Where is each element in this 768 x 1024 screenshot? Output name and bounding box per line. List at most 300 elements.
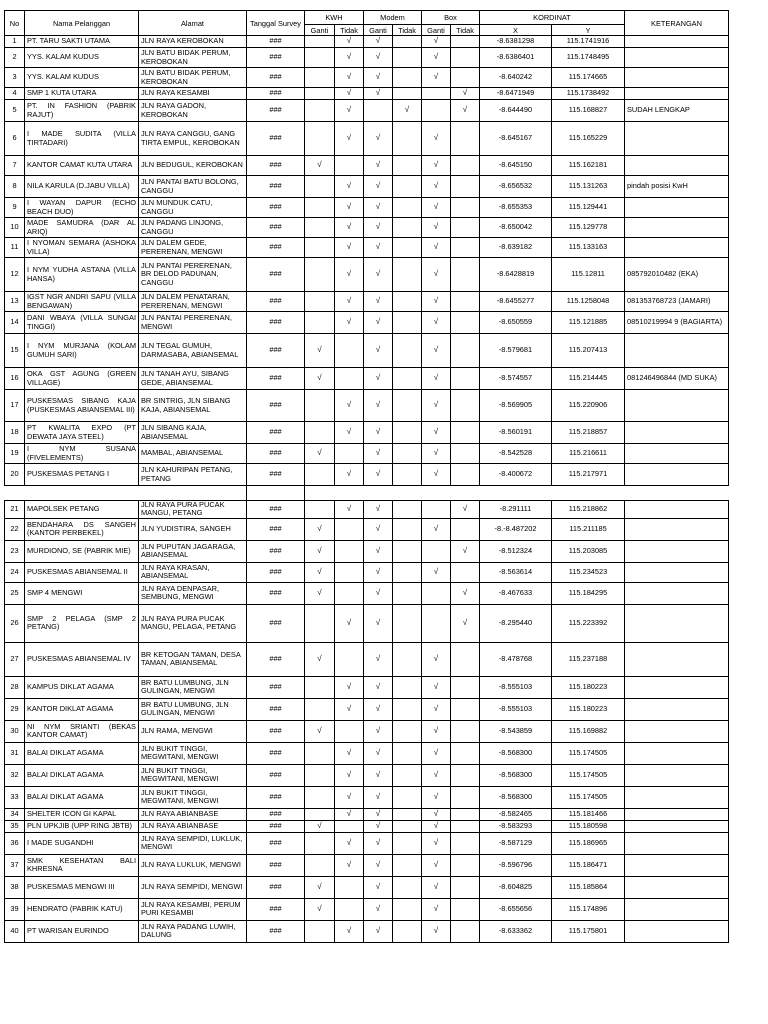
remarks — [625, 786, 729, 808]
kwh-ganti-cell — [305, 698, 335, 720]
coordinate-x: -8.633362 — [480, 920, 552, 942]
coordinate-y: 115.131263 — [552, 176, 625, 198]
box-tidak-cell — [451, 898, 480, 920]
row-no: 10 — [5, 218, 25, 238]
coordinate-y: 115.217971 — [552, 464, 625, 486]
customer-address: BR BATU LUMBUNG, JLN GULINGAN, MENGWI — [139, 698, 247, 720]
box-tidak-cell — [451, 501, 480, 519]
check-mark-icon: √ — [433, 726, 439, 736]
survey-date: ### — [247, 604, 305, 642]
check-mark-icon: √ — [375, 72, 381, 82]
check-mark-icon: √ — [346, 202, 352, 212]
box-tidak-cell — [451, 698, 480, 720]
modem-ganti-cell — [364, 518, 393, 540]
check-mark-icon: √ — [375, 160, 381, 170]
coordinate-x: -8.560191 — [480, 422, 552, 444]
kwh-ganti-cell — [305, 562, 335, 582]
check-mark-icon: √ — [375, 682, 381, 692]
box-tidak-cell — [451, 176, 480, 198]
gap-cell — [451, 486, 480, 501]
gap-cell — [393, 486, 422, 501]
customer-name: PT. IN FASHION (PABRIK RAJUT) — [25, 100, 139, 122]
customer-name: BALAI DIKLAT AGAMA — [25, 764, 139, 786]
coordinate-x: -8.563614 — [480, 562, 552, 582]
row-no: 12 — [5, 258, 25, 292]
gap-cell — [5, 486, 25, 501]
customer-address: JLN YUDISTIRA, SANGEH — [139, 518, 247, 540]
check-mark-icon: √ — [433, 317, 439, 327]
box-tidak-cell — [451, 604, 480, 642]
survey-date: ### — [247, 742, 305, 764]
survey-date: ### — [247, 198, 305, 218]
kwh-tidak-cell — [335, 808, 364, 820]
check-mark-icon: √ — [433, 296, 439, 306]
check-mark-icon: √ — [375, 36, 381, 46]
header-kordinat: KORDINAT — [480, 11, 625, 25]
remarks — [625, 518, 729, 540]
check-mark-icon: √ — [433, 654, 439, 664]
modem-tidak-cell — [393, 832, 422, 854]
customer-name: SMP 4 MENGWI — [25, 582, 139, 604]
coordinate-y: 115.1738492 — [552, 88, 625, 100]
customer-address: JLN RAYA KESAMBI — [139, 88, 247, 100]
remarks — [625, 898, 729, 920]
coordinate-y: 115.1258048 — [552, 292, 625, 312]
survey-date: ### — [247, 854, 305, 876]
survey-date: ### — [247, 122, 305, 156]
kwh-tidak-cell — [335, 676, 364, 698]
check-mark-icon: √ — [462, 546, 468, 556]
table-row — [5, 334, 729, 368]
box-tidak-cell — [451, 742, 480, 764]
row-no: 34 — [5, 808, 25, 820]
remarks — [625, 676, 729, 698]
kwh-ganti-cell — [305, 100, 335, 122]
coordinate-x: -8.543859 — [480, 720, 552, 742]
table-row — [5, 36, 729, 48]
coordinate-y: 115.129441 — [552, 198, 625, 218]
check-mark-icon: √ — [346, 296, 352, 306]
customer-name: I NYOMAN SEMARA (ASHOKA VILLA) — [25, 238, 139, 258]
remarks — [625, 832, 729, 854]
remarks — [625, 742, 729, 764]
modem-ganti-cell — [364, 390, 393, 422]
coordinate-y: 115.174665 — [552, 68, 625, 88]
row-no: 11 — [5, 238, 25, 258]
check-mark-icon: √ — [375, 726, 381, 736]
check-mark-icon: √ — [375, 654, 381, 664]
row-no: 20 — [5, 464, 25, 486]
check-mark-icon: √ — [433, 469, 439, 479]
check-mark-icon: √ — [346, 748, 352, 758]
box-ganti-cell — [422, 48, 451, 68]
modem-tidak-cell — [393, 198, 422, 218]
row-no: 23 — [5, 540, 25, 562]
customer-name: MURDIONO, SE (PABRIK MIE) — [25, 540, 139, 562]
table-row — [5, 518, 729, 540]
kwh-ganti-cell — [305, 238, 335, 258]
modem-tidak-cell — [393, 501, 422, 519]
kwh-ganti-cell — [305, 48, 335, 68]
row-no: 7 — [5, 156, 25, 176]
kwh-ganti-cell — [305, 198, 335, 218]
modem-tidak-cell — [393, 720, 422, 742]
remarks — [625, 422, 729, 444]
check-mark-icon: √ — [346, 792, 352, 802]
coordinate-y: 115.168827 — [552, 100, 625, 122]
customer-address: JLN RAYA ABIANBASE — [139, 820, 247, 832]
modem-ganti-cell — [364, 198, 393, 218]
kwh-tidak-cell — [335, 238, 364, 258]
box-ganti-cell — [422, 88, 451, 100]
check-mark-icon: √ — [346, 926, 352, 936]
check-mark-icon: √ — [433, 821, 439, 831]
row-no: 5 — [5, 100, 25, 122]
kwh-tidak-cell — [335, 540, 364, 562]
box-ganti-cell — [422, 582, 451, 604]
customer-address: JLN PADANG LINJONG, CANGGU — [139, 218, 247, 238]
modem-ganti-cell — [364, 698, 393, 720]
header-y: Y — [552, 25, 625, 36]
header-no: No — [5, 11, 25, 36]
coordinate-x: -8.574557 — [480, 368, 552, 390]
box-tidak-cell — [451, 88, 480, 100]
modem-tidak-cell — [393, 808, 422, 820]
remarks — [625, 501, 729, 519]
coordinate-y: 115.214445 — [552, 368, 625, 390]
customer-name: I WAYAN DAPUR (ECHO BEACH DUO) — [25, 198, 139, 218]
check-mark-icon: √ — [346, 317, 352, 327]
kwh-tidak-cell — [335, 312, 364, 334]
modem-ganti-cell — [364, 258, 393, 292]
survey-date: ### — [247, 156, 305, 176]
coordinate-x: -8.6428819 — [480, 258, 552, 292]
kwh-ganti-cell — [305, 390, 335, 422]
modem-ganti-cell — [364, 642, 393, 676]
modem-ganti-cell — [364, 501, 393, 519]
table-row — [5, 292, 729, 312]
check-mark-icon: √ — [375, 373, 381, 383]
survey-date: ### — [247, 540, 305, 562]
check-mark-icon: √ — [462, 504, 468, 514]
header-modem-ganti: Ganti — [364, 25, 393, 36]
coordinate-y: 115.12811 — [552, 258, 625, 292]
survey-date: ### — [247, 292, 305, 312]
modem-tidak-cell — [393, 854, 422, 876]
survey-date: ### — [247, 368, 305, 390]
gap-cell — [364, 486, 393, 501]
check-mark-icon: √ — [346, 504, 352, 514]
customer-address: JLN DALEM GEDE, PERERENAN, MENGWI — [139, 238, 247, 258]
check-mark-icon: √ — [317, 524, 322, 534]
customer-name: SMP 1 KUTA UTARA — [25, 88, 139, 100]
kwh-ganti-cell — [305, 876, 335, 898]
row-no: 27 — [5, 642, 25, 676]
remarks — [625, 808, 729, 820]
survey-date: ### — [247, 698, 305, 720]
table-row — [5, 808, 729, 820]
box-ganti-cell — [422, 742, 451, 764]
row-no: 1 — [5, 36, 25, 48]
survey-date: ### — [247, 898, 305, 920]
kwh-ganti-cell — [305, 786, 335, 808]
check-mark-icon: √ — [346, 222, 352, 232]
kwh-tidak-cell — [335, 720, 364, 742]
row-no: 38 — [5, 876, 25, 898]
table-row — [5, 258, 729, 292]
box-tidak-cell — [451, 238, 480, 258]
kwh-ganti-cell — [305, 218, 335, 238]
box-tidak-cell — [451, 832, 480, 854]
box-ganti-cell — [422, 176, 451, 198]
box-tidak-cell — [451, 518, 480, 540]
kwh-tidak-cell — [335, 100, 364, 122]
coordinate-x: -8.-8.487202 — [480, 518, 552, 540]
survey-table — [4, 10, 729, 943]
row-no: 9 — [5, 198, 25, 218]
kwh-ganti-cell — [305, 540, 335, 562]
box-ganti-cell — [422, 876, 451, 898]
coordinate-y: 115.175801 — [552, 920, 625, 942]
row-no: 25 — [5, 582, 25, 604]
table-row — [5, 100, 729, 122]
table-header — [5, 11, 729, 36]
kwh-tidak-cell — [335, 898, 364, 920]
coordinate-y: 115.237188 — [552, 642, 625, 676]
coordinate-x: -8.555103 — [480, 698, 552, 720]
spreadsheet — [4, 10, 729, 943]
row-no: 24 — [5, 562, 25, 582]
customer-address: JLN TANAH AYU, SIBANG GEDE, ABIANSEMAL — [139, 368, 247, 390]
check-mark-icon: √ — [375, 400, 381, 410]
kwh-ganti-cell — [305, 312, 335, 334]
customer-address: JLN TEGAL GUMUH, DARMASABA, ABIANSEMAL — [139, 334, 247, 368]
check-mark-icon: √ — [433, 133, 439, 143]
coordinate-y: 115.211185 — [552, 518, 625, 540]
coordinate-x: -8.645150 — [480, 156, 552, 176]
box-tidak-cell — [451, 292, 480, 312]
check-mark-icon: √ — [375, 748, 381, 758]
customer-name: SMK KESEHATAN BALI KHRESNA — [25, 854, 139, 876]
kwh-ganti-cell — [305, 832, 335, 854]
coordinate-y: 115.129778 — [552, 218, 625, 238]
kwh-ganti-cell — [305, 334, 335, 368]
check-mark-icon: √ — [433, 345, 439, 355]
remarks — [625, 854, 729, 876]
coordinate-y: 115.174505 — [552, 742, 625, 764]
customer-name: BENDAHARA DS SANGEH (KANTOR PERBEKEL) — [25, 518, 139, 540]
remarks — [625, 198, 729, 218]
coordinate-x: -8.640242 — [480, 68, 552, 88]
remarks — [625, 218, 729, 238]
table-row — [5, 444, 729, 464]
check-mark-icon: √ — [375, 427, 381, 437]
modem-ganti-cell — [364, 312, 393, 334]
customer-address: JLN RAYA KEROBOKAN — [139, 36, 247, 48]
customer-address: JLN RAYA ABIANBASE — [139, 808, 247, 820]
kwh-tidak-cell — [335, 88, 364, 100]
row-no: 4 — [5, 88, 25, 100]
coordinate-y: 115.121885 — [552, 312, 625, 334]
coordinate-x: -8.569905 — [480, 390, 552, 422]
customer-address: JLN RAYA PURA PUCAK MANGU, PELAGA, PETANG — [139, 604, 247, 642]
customer-name: PUSKESMAS ABIANSEMAL II — [25, 562, 139, 582]
box-tidak-cell — [451, 854, 480, 876]
check-mark-icon: √ — [433, 809, 439, 819]
coordinate-x: -8.512324 — [480, 540, 552, 562]
box-ganti-cell — [422, 604, 451, 642]
modem-tidak-cell — [393, 582, 422, 604]
modem-tidak-cell — [393, 422, 422, 444]
survey-date: ### — [247, 876, 305, 898]
coordinate-x: -8.596796 — [480, 854, 552, 876]
kwh-ganti-cell — [305, 444, 335, 464]
row-no: 13 — [5, 292, 25, 312]
box-ganti-cell — [422, 368, 451, 390]
modem-tidak-cell — [393, 642, 422, 676]
survey-date: ### — [247, 258, 305, 292]
box-tidak-cell — [451, 444, 480, 464]
modem-ganti-cell — [364, 604, 393, 642]
survey-date: ### — [247, 36, 305, 48]
check-mark-icon: √ — [375, 222, 381, 232]
check-mark-icon: √ — [433, 400, 439, 410]
table-row — [5, 198, 729, 218]
survey-date: ### — [247, 218, 305, 238]
coordinate-x: -8.587129 — [480, 832, 552, 854]
coordinate-y: 115.186471 — [552, 854, 625, 876]
gap-cell — [139, 486, 247, 501]
check-mark-icon: √ — [433, 222, 439, 232]
kwh-ganti-cell — [305, 258, 335, 292]
coordinate-x: -8.291111 — [480, 501, 552, 519]
customer-name: I MADE SUDITA (VILLA TIRTADARI) — [25, 122, 139, 156]
check-mark-icon: √ — [462, 105, 468, 115]
remarks — [625, 122, 729, 156]
modem-tidak-cell — [393, 464, 422, 486]
header-modem: Modem — [364, 11, 422, 25]
modem-tidak-cell — [393, 742, 422, 764]
coordinate-x: -8.582465 — [480, 808, 552, 820]
check-mark-icon: √ — [346, 133, 352, 143]
customer-address: JLN RAYA DENPASAR, SEMBUNG, MENGWI — [139, 582, 247, 604]
check-mark-icon: √ — [375, 242, 381, 252]
modem-ganti-cell — [364, 218, 393, 238]
row-no: 3 — [5, 68, 25, 88]
box-tidak-cell — [451, 368, 480, 390]
customer-name: PLN UPKJIB (UPP RING JBTB) — [25, 820, 139, 832]
customer-address: JLN PANTAI PERERENAN, MENGWI — [139, 312, 247, 334]
row-no: 21 — [5, 501, 25, 519]
customer-name: MADE SAMUDRA (DAR AL ARIQ) — [25, 218, 139, 238]
coordinate-y: 115.184295 — [552, 582, 625, 604]
check-mark-icon: √ — [346, 838, 352, 848]
row-no: 22 — [5, 518, 25, 540]
box-tidak-cell — [451, 218, 480, 238]
row-no: 40 — [5, 920, 25, 942]
customer-address: JLN BEDUGUL, KEROBOKAN — [139, 156, 247, 176]
kwh-tidak-cell — [335, 198, 364, 218]
row-no: 18 — [5, 422, 25, 444]
gap-cell — [552, 486, 625, 501]
kwh-ganti-cell — [305, 368, 335, 390]
row-no: 19 — [5, 444, 25, 464]
table-row — [5, 48, 729, 68]
check-mark-icon: √ — [433, 838, 439, 848]
modem-tidak-cell — [393, 48, 422, 68]
check-mark-icon: √ — [375, 317, 381, 327]
gap-cell — [422, 486, 451, 501]
box-tidak-cell — [451, 540, 480, 562]
modem-tidak-cell — [393, 764, 422, 786]
box-ganti-cell — [422, 258, 451, 292]
box-tidak-cell — [451, 422, 480, 444]
coordinate-x: -8.6381298 — [480, 36, 552, 48]
modem-ganti-cell — [364, 876, 393, 898]
table-body — [5, 36, 729, 943]
coordinate-y: 115.180223 — [552, 676, 625, 698]
customer-address: JLN RAYA SEMPIDI, MENGWI — [139, 876, 247, 898]
modem-ganti-cell — [364, 36, 393, 48]
kwh-tidak-cell — [335, 920, 364, 942]
customer-address: JLN RAYA SEMPIDI, LUKLUK, MENGWI — [139, 832, 247, 854]
survey-date: ### — [247, 764, 305, 786]
modem-tidak-cell — [393, 122, 422, 156]
check-mark-icon: √ — [433, 52, 439, 62]
box-tidak-cell — [451, 36, 480, 48]
check-mark-icon: √ — [317, 904, 322, 914]
box-ganti-cell — [422, 156, 451, 176]
header-kwh-tidak: Tidak — [335, 25, 364, 36]
coordinate-x: -8.568300 — [480, 742, 552, 764]
coordinate-x: -8.400672 — [480, 464, 552, 486]
modem-ganti-cell — [364, 100, 393, 122]
remarks — [625, 876, 729, 898]
table-row — [5, 312, 729, 334]
kwh-ganti-cell — [305, 422, 335, 444]
check-mark-icon: √ — [375, 821, 381, 831]
check-mark-icon: √ — [375, 448, 381, 458]
survey-date: ### — [247, 820, 305, 832]
header-keterangan: KETERANGAN — [625, 11, 729, 36]
survey-date: ### — [247, 312, 305, 334]
customer-address: JLN RAYA PURA PUCAK MANGU, PETANG — [139, 501, 247, 519]
kwh-tidak-cell — [335, 122, 364, 156]
modem-tidak-cell — [393, 238, 422, 258]
check-mark-icon: √ — [433, 373, 439, 383]
modem-ganti-cell — [364, 292, 393, 312]
check-mark-icon: √ — [346, 427, 352, 437]
box-ganti-cell — [422, 698, 451, 720]
modem-tidak-cell — [393, 36, 422, 48]
modem-tidak-cell — [393, 258, 422, 292]
customer-address: JLN BUKIT TINGGI, MEGWITANI, MENGWI — [139, 764, 247, 786]
customer-name: OKA GST AGUNG (GREEN VILLAGE) — [25, 368, 139, 390]
box-tidak-cell — [451, 562, 480, 582]
header-kwh: KWH — [305, 11, 364, 25]
box-ganti-cell — [422, 334, 451, 368]
box-tidak-cell — [451, 312, 480, 334]
customer-name: BALAI DIKLAT AGAMA — [25, 786, 139, 808]
check-mark-icon: √ — [433, 704, 439, 714]
kwh-ganti-cell — [305, 176, 335, 198]
row-no: 31 — [5, 742, 25, 764]
remarks — [625, 764, 729, 786]
coordinate-x: -8.645167 — [480, 122, 552, 156]
kwh-ganti-cell — [305, 582, 335, 604]
check-mark-icon: √ — [346, 682, 352, 692]
box-tidak-cell — [451, 258, 480, 292]
